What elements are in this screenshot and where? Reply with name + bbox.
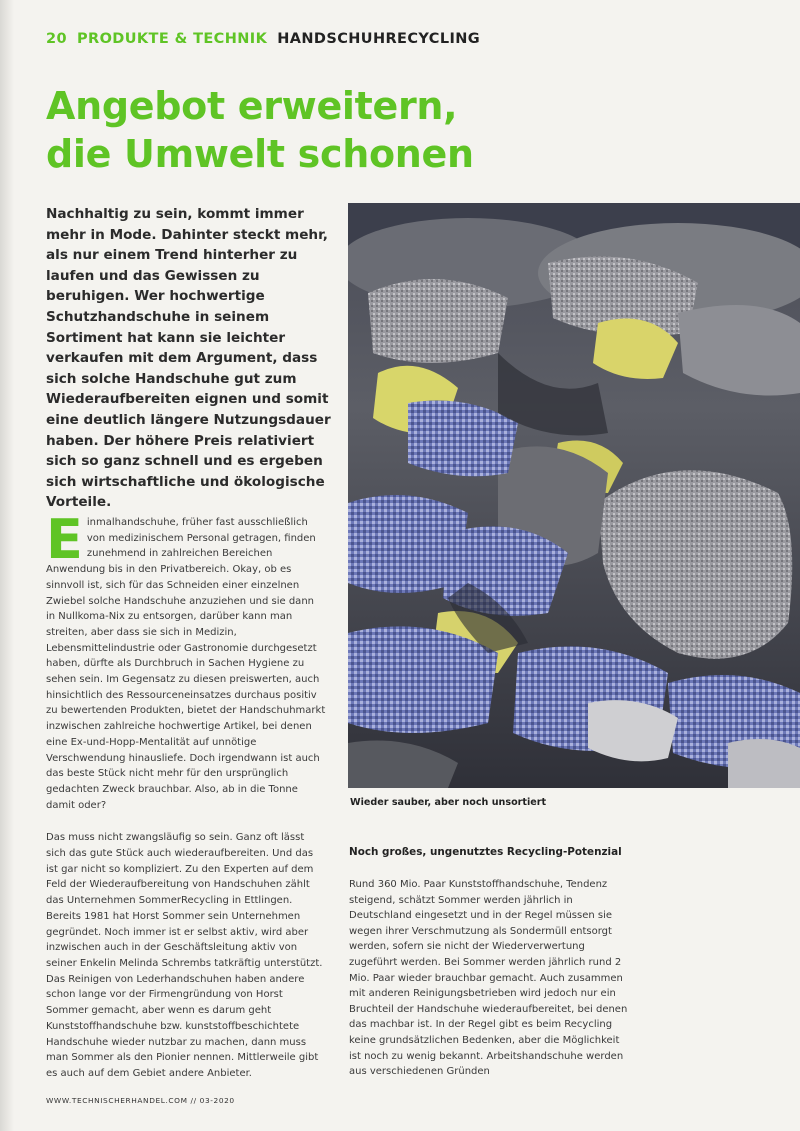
body-paragraph-2: Das muss nicht zwangsläufig so sein. Ganz oft lässt sich das gute Stück auch wiederaufbereiten. Und das ist gar nicht so kompliziert. Zu den Experten auf dem Feld der Wiederaufbereitung von Handschuhen zählt das Unternehmen SommerRecycling in Ettlingen. Bereits 1981 hat Horst Sommer sein Unternehmen gegründet. Noch immer ist er selbst aktiv, wird aber inzwischen auch in der Geschäftsleitung aktiv von seiner Enkelin Melinda Schrembs tatkräftig unterstützt. Das Reinigen von Lederhandschuhen haben andere schon lange vor der Firmengründung von Horst Sommer gemacht, aber wenn es darum geht Kunststoffhandschuhe bzw. kunststoffbeschichtete Handschuhe wieder nutzbar zu machen, dann muss man Sommer als den Pionier nennen. Mittlerweile gibt es auch auf dem Gebiet andere Anbieter. — [46, 832, 323, 1079]
body-column-right: Rund 360 Mio. Paar Kunststoffhandschuhe, Tendenz steigend, schätzt Sommer werden jährlich in Deutschland eingesetzt und in der Regel müssen sie wegen ihrer Verschmutzung als Sondermüll entsorgt werden, sofern sie nicht der Wiederverwertung zugeführt werden. Bei Sommer werden jährlich rund 2 Mio. Paar wieder brauchbar gemacht. Auch zusammen mit anderen Reinigungsbetrieben wird jedoch nur ein Bruchteil der Handschuhe wiederaufbereitet, bei denen das machbar ist. In der Regel gibt es beim Recycling keine grundsätzlichen Bedenken, aber die Möglichkeit ist noch zu wenig bekannt. Arbeitshandschuhe werden aus verschiedenen Gründen — [349, 879, 628, 1078]
body-paragraph-1 — [46, 508, 326, 813]
headline-line-2: die Umwelt schonen — [46, 132, 474, 176]
running-header — [46, 31, 480, 51]
section-subheading: Noch großes, ungenutztes Recycling-Potenzial — [349, 846, 622, 858]
body-column-left — [46, 508, 326, 1099]
photo-caption: Wieder sauber, aber noch unsortiert — [350, 797, 547, 808]
headline-line-1: Angebot erweitern, — [46, 84, 458, 128]
article-headline — [46, 82, 474, 178]
page-footer: WWW.TECHNISCHERHANDEL.COM // 03-2020 — [46, 1096, 235, 1105]
drop-cap: E — [46, 508, 83, 571]
gloves-pile-illustration — [348, 203, 800, 788]
lead-paragraph: Nachhaltig zu sein, kommt immer mehr in Mode. Dahinter steckt mehr, als nur einem Trend hinterher zu laufen und das Gewissen zu beruhigen. Wer hochwertige Schutzhandschuhe in seinem Sortiment hat kann sie leichter verkaufen mit dem Argument, dass sich solche Handschuhe gut zum Wiederaufbereiten eignen und somit eine deutlich längere Nutzungsdauer haben. Der höhere Preis relativiert sich so ganz schnell und es ergeben sich wirtschaftliche und ökologische Vorteile. — [46, 206, 331, 511]
gloves-photo — [348, 203, 800, 788]
topic-label: HANDSCHUHRECYCLING — [277, 31, 481, 47]
page-binding-edge — [0, 0, 14, 1131]
page-number: 20 — [46, 31, 67, 47]
body-paragraph-1-text: inmalhandschuhe, früher fast ausschließlich von medizinischem Personal getragen, finden zunehmend in zahlreichen Bereichen Anwendung bis in den Privatbereich. Okay, ob es sinnvoll ist, sich für das Schneiden einer einzelnen Zwiebel solche Handschuhe anzuziehen und sie dann in Nullkoma-Nix zu entsorgen, darüber kann man streiten, aber dass sie sich in Medizin, Lebensmittelindustrie oder Gastronomie durchgesetzt haben, dürfte als Durchbruch in Sachen Hygiene zu sehen sein. Im Gegensatz zu diesen preiswerten, auch hinsichtlich des Ressourceneinsatzes durchaus positiv zu bewertenden Produkten, bietet der Handschuhmarkt inzwischen zahlreiche hochwertige Artikel, bei denen eine Ex-und-Hopp-Mentalität auf unnötige Verschwendung hinausliefe. Doch irgendwann ist auch das beste Stück nicht mehr für den ursprünglich gedachten Zweck brauchbar. Also, ab in die Tonne damit oder? — [46, 517, 326, 811]
section-label: PRODUKTE & TECHNIK — [76, 31, 268, 47]
